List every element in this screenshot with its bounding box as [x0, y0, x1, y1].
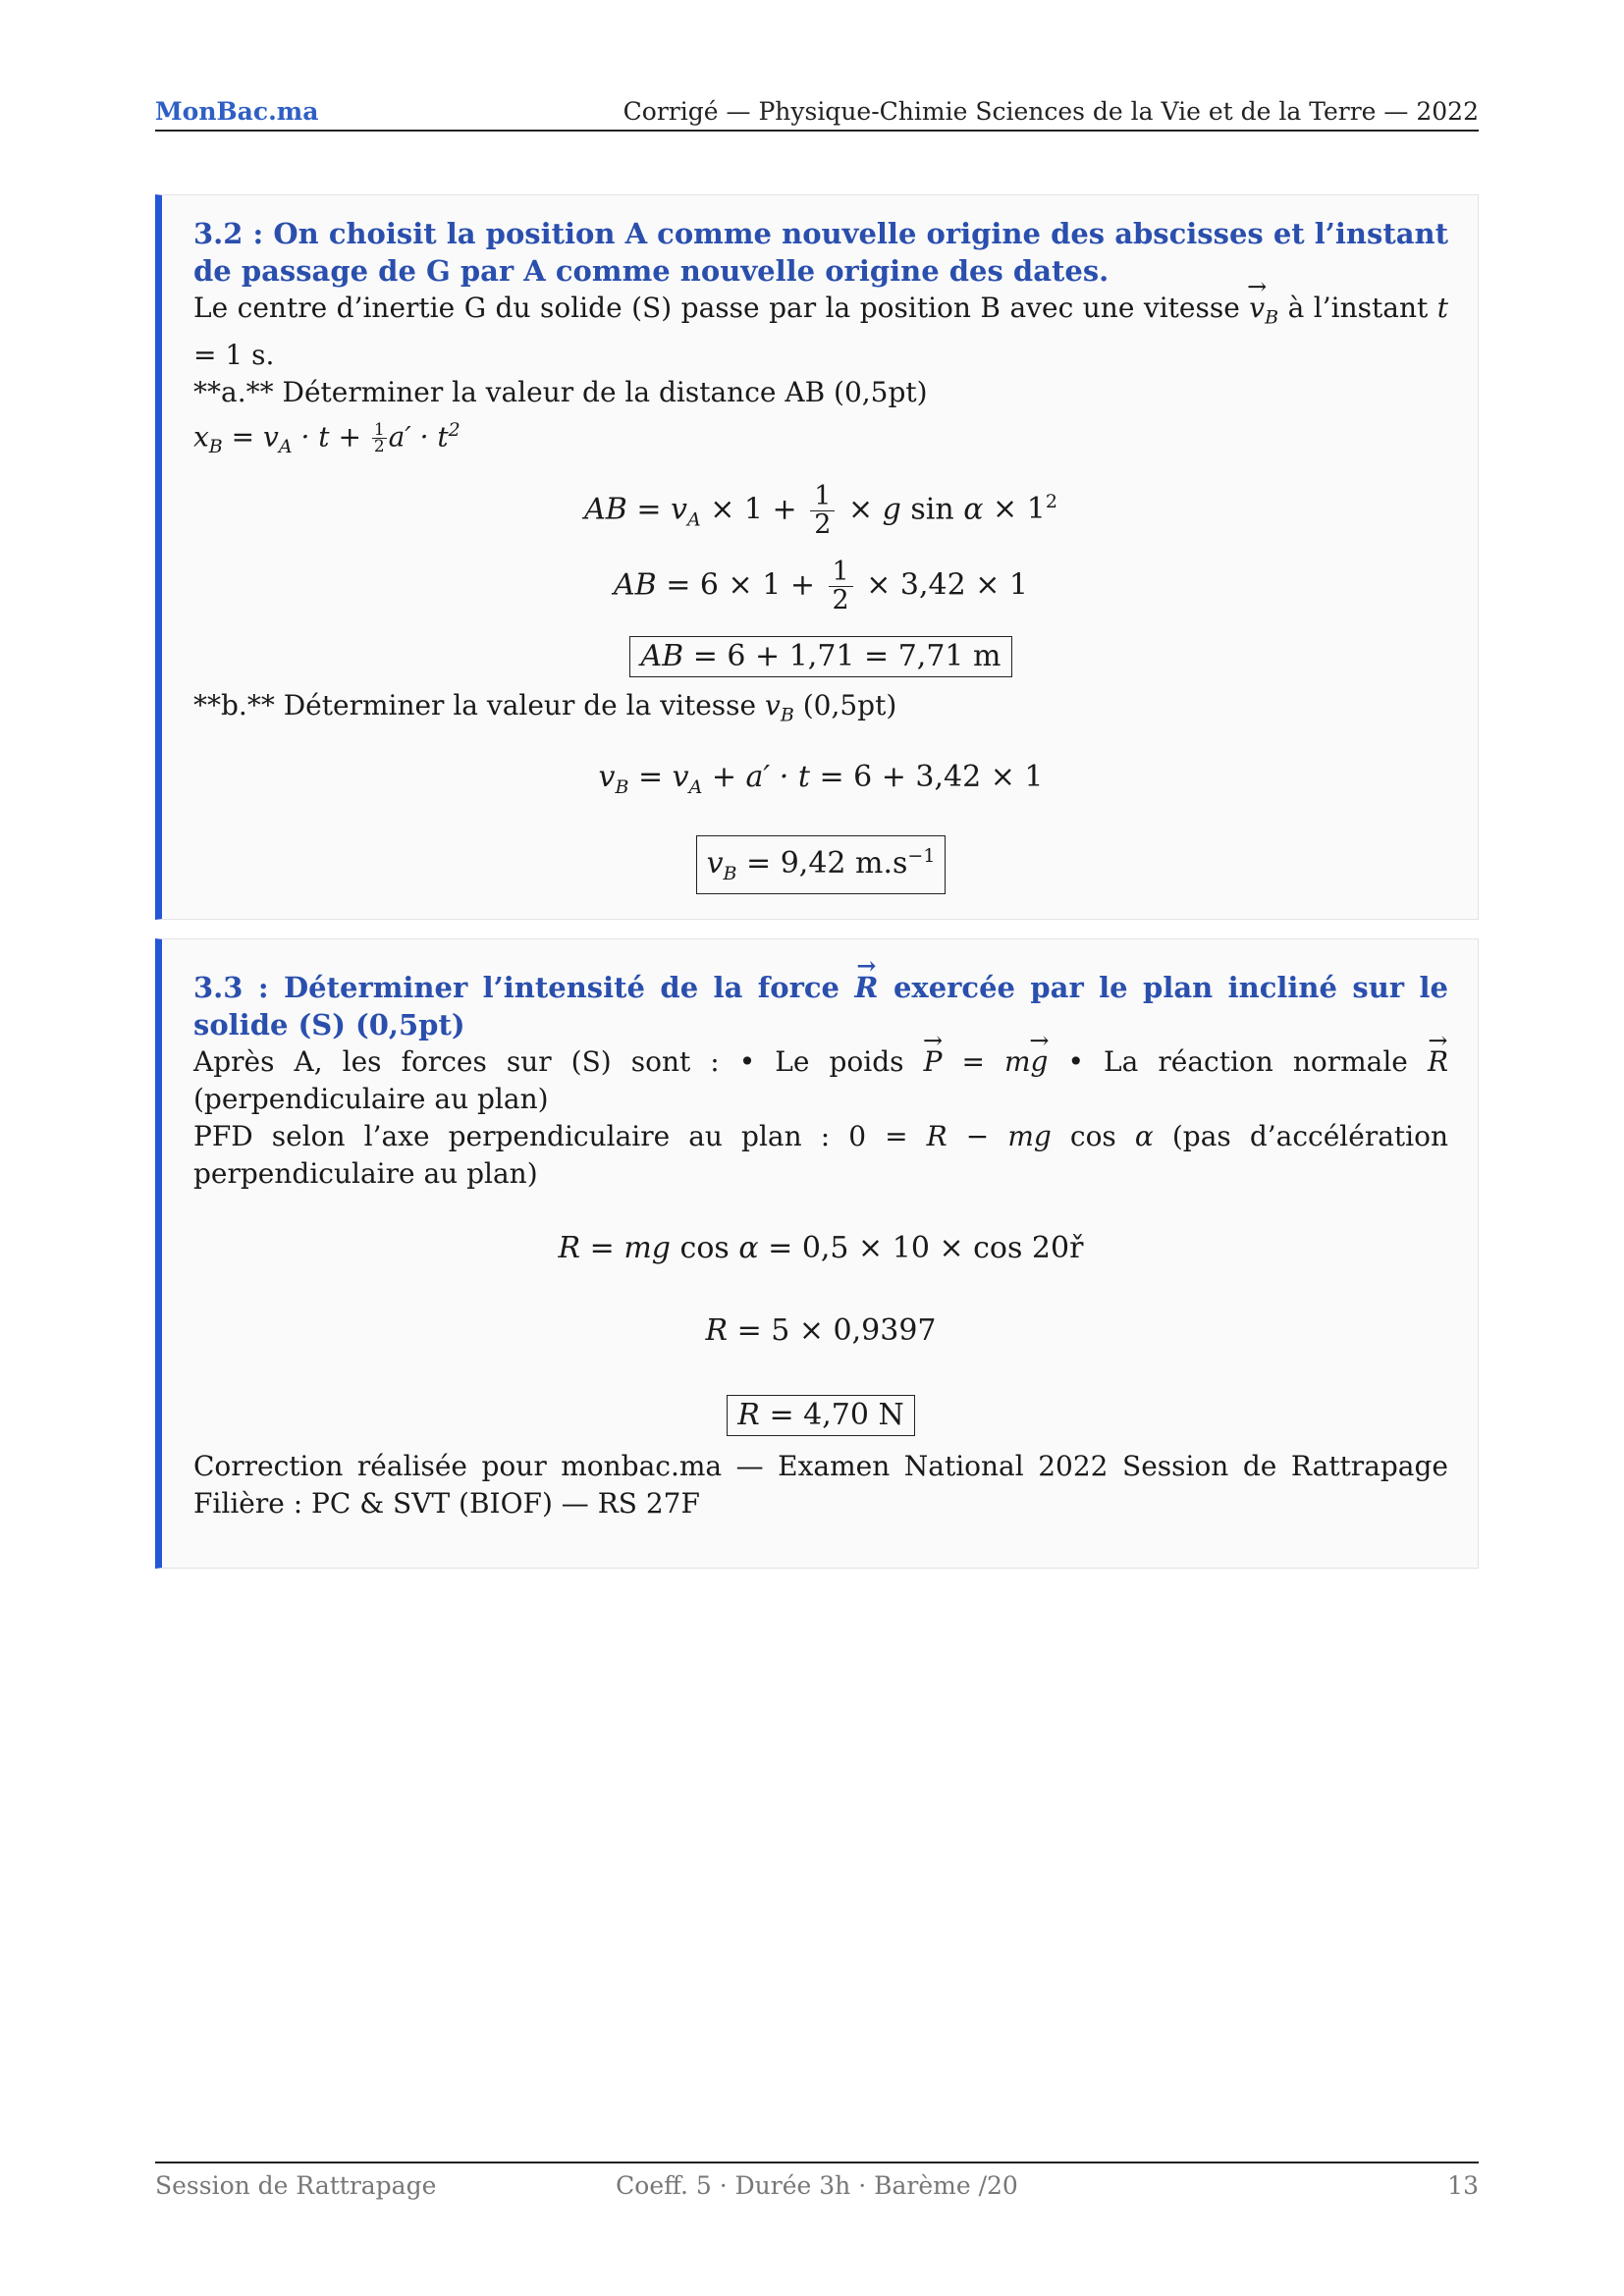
part-b-heading: **b.** Déterminer la valeur de la vitesse $v_B$ (0,5pt) — [193, 688, 897, 726]
r-substitution: R = 5 × 0,9397 — [705, 1313, 937, 1348]
page-number: 13 — [1447, 2171, 1479, 2200]
page-header — [155, 90, 1479, 132]
r-result: R = 4,70 N — [193, 1395, 1448, 1436]
part-a-heading: **a.** Déterminer la valeur de la distance AB (0,5pt) — [193, 375, 928, 408]
ab-substitution: AB = 6 × 1 + $\frac{1}{2}$ × 3,42 × 1 — [613, 556, 1029, 615]
document-title: Corrigé — Physique-Chimie Sciences de la Vie et de la Terre — 2022 — [623, 97, 1479, 126]
ab-formula: AB = $v_A \times 1$ + $\frac{1}{2}$ × g $\sin \alpha \times 1^2$ — [584, 480, 1057, 540]
page-footer — [155, 2162, 1479, 2200]
vb-result: $v_B = 9,42$ $m.s^{-1}$ — [193, 835, 1448, 894]
question-3-2-box — [155, 194, 1479, 920]
question-3-2-title: 3.2 : On choisit la position A comme nouvelle origine des abscisses et l’instant de passage de G par A comme nouvelle origine des dates. — [193, 217, 1448, 288]
brand-name: MonBac.ma — [155, 97, 319, 126]
ab-result: AB = 6 + 1,71 = 7,71 m — [193, 636, 1448, 677]
r-formula: R = mg cos α = 0,5 × 10 × cos 20ř — [558, 1231, 1084, 1265]
position-equation: $x_B = v_A \cdot t$ + $\frac{1}{2}$ $a' \cdot t^2$ — [193, 418, 460, 457]
forces-list: Après A, les forces sur (S) sont : • Le poids → P = m→ g • La réaction normale → R (perpendiculaire au plan) — [193, 1043, 1448, 1118]
question-3-3-title: 3.3 : Déterminer l’intensité de la force → R exercée par le plan incliné sur le solide (S) (0,5pt) — [193, 969, 1448, 1043]
question-3-3-box — [155, 938, 1479, 1569]
session-label: Session de Rattrapage — [155, 2171, 437, 2200]
pfd-statement: PFD selon l’axe perpendiculaire au plan : 0 = R − mg cos α (pas d’accélération perpendiculaire au plan) — [193, 1120, 1449, 1190]
exam-info: Coeff. 5 · Durée 3h · Barème /20 — [616, 2171, 1018, 2200]
question-3-2-statement: Le centre d’inertie G du solide (S) passe par la position B avec une vitesse → $v_B$ à l’instant t = 1 s. — [193, 290, 1448, 374]
vb-formula: $v_B = v_A + a' \cdot t = 6 + 3,42 \times 1$ — [598, 760, 1044, 799]
credit-note: Correction réalisée pour monbac.ma — Examen National 2022 Session de Rattrapage Filière : PC & SVT (BIOF) — RS 27F — [193, 1450, 1448, 1520]
